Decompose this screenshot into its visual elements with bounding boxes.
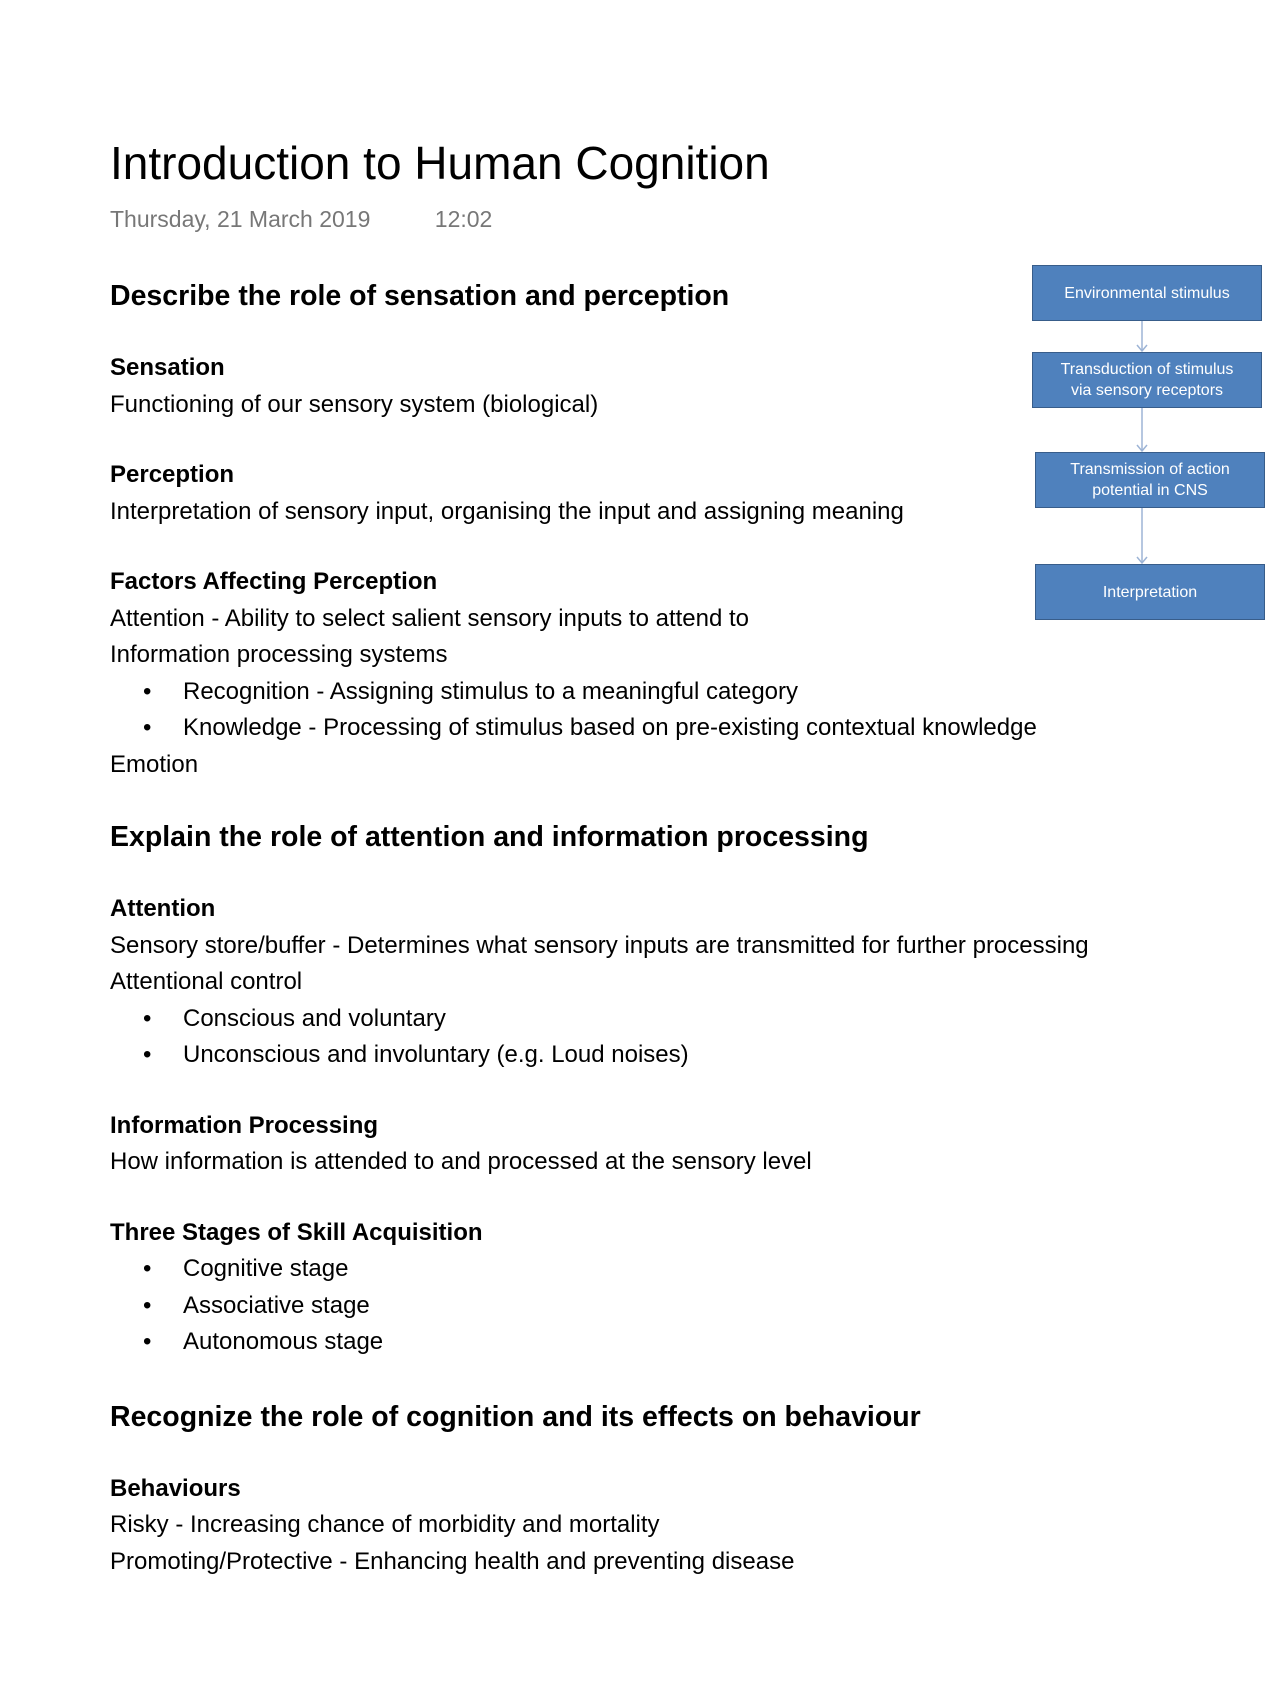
behaviours-risky: Risky - Increasing chance of morbidity and mortality [110, 1511, 660, 1538]
subheading-behaviours: Behaviours [110, 1474, 241, 1502]
flowchart-step-text: Interpretation [1102, 583, 1198, 601]
subheading-sensation: Sensation [110, 354, 225, 381]
list-item: • Conscious and voluntary [183, 1001, 1200, 1038]
flowchart-step-text: Transduction of stimulus [1060, 361, 1234, 378]
subheading-factors: Factors Affecting Perception [110, 568, 438, 595]
list-item: • Autonomous stage [183, 1324, 1200, 1361]
page-title: Introduction to Human Cognition [110, 137, 770, 189]
subheading-perception: Perception [110, 461, 235, 488]
page-date: Thursday, 21 March 2019 [110, 206, 371, 232]
page-bottom-margin [0, 1575, 1200, 1698]
page-time: 12:02 [434, 206, 493, 232]
flowchart-step-interpretation [1035, 564, 1265, 620]
attention-sensory-store: Sensory store/buffer - Determines what sensory inputs are transmitted for further processing [110, 931, 1089, 959]
subheading-information-processing: Information Processing [110, 1111, 379, 1139]
flowchart-step-transduction [1032, 352, 1262, 408]
subheading-skill-acquisition: Three Stages of Skill Acquisition [110, 1218, 483, 1246]
flowchart-step-text: Transmission of action [1070, 461, 1230, 478]
factors-attention: Attention - Ability to select salient sensory inputs to attend to [110, 604, 750, 632]
factors-info-processing: Information processing systems [110, 641, 448, 668]
factors-list [110, 674, 1200, 747]
information-processing-text: How information is attended to and processed at the sensory level [110, 1148, 812, 1175]
section-heading-sensation-perception: Describe the role of sensation and perception [110, 280, 730, 312]
flowchart-step-environmental-stimulus [1032, 265, 1262, 321]
behaviours-promoting: Promoting/Protective - Enhancing health and preventing disease [110, 1547, 795, 1575]
page-timestamp [110, 204, 492, 234]
list-item: • Associative stage [183, 1288, 1200, 1325]
attention-list [110, 1001, 1200, 1074]
flowchart-step-text: potential in CNS [1092, 482, 1208, 499]
perception-text: Interpretation of sensory input, organising the input and assigning meaning [110, 497, 904, 525]
section-heading-attention: Explain the role of attention and information processing [110, 821, 869, 853]
factors-emotion: Emotion [110, 750, 199, 778]
subheading-attention: Attention [110, 895, 216, 922]
flowchart-step-text: Environmental stimulus [1064, 284, 1230, 302]
flowchart-step-transmission [1035, 452, 1265, 508]
skill-list [110, 1251, 1200, 1361]
sensation-text: Functioning of our sensory system (biological) [110, 390, 599, 418]
list-item: • Cognitive stage [183, 1251, 1200, 1288]
perception-flowchart [1032, 265, 1234, 625]
list-item: • Recognition - Assigning stimulus to a meaningful category [183, 674, 1200, 711]
list-item: • Unconscious and involuntary (e.g. Loud noises) [183, 1037, 1200, 1074]
attention-control: Attentional control [110, 968, 303, 995]
flowchart-step-text: via sensory receptors [1070, 382, 1224, 399]
list-item: • Knowledge - Processing of stimulus based on pre-existing contextual knowledge [183, 710, 1200, 747]
section-heading-cognition: Recognize the role of cognition and its effects on behaviour [110, 1400, 921, 1433]
